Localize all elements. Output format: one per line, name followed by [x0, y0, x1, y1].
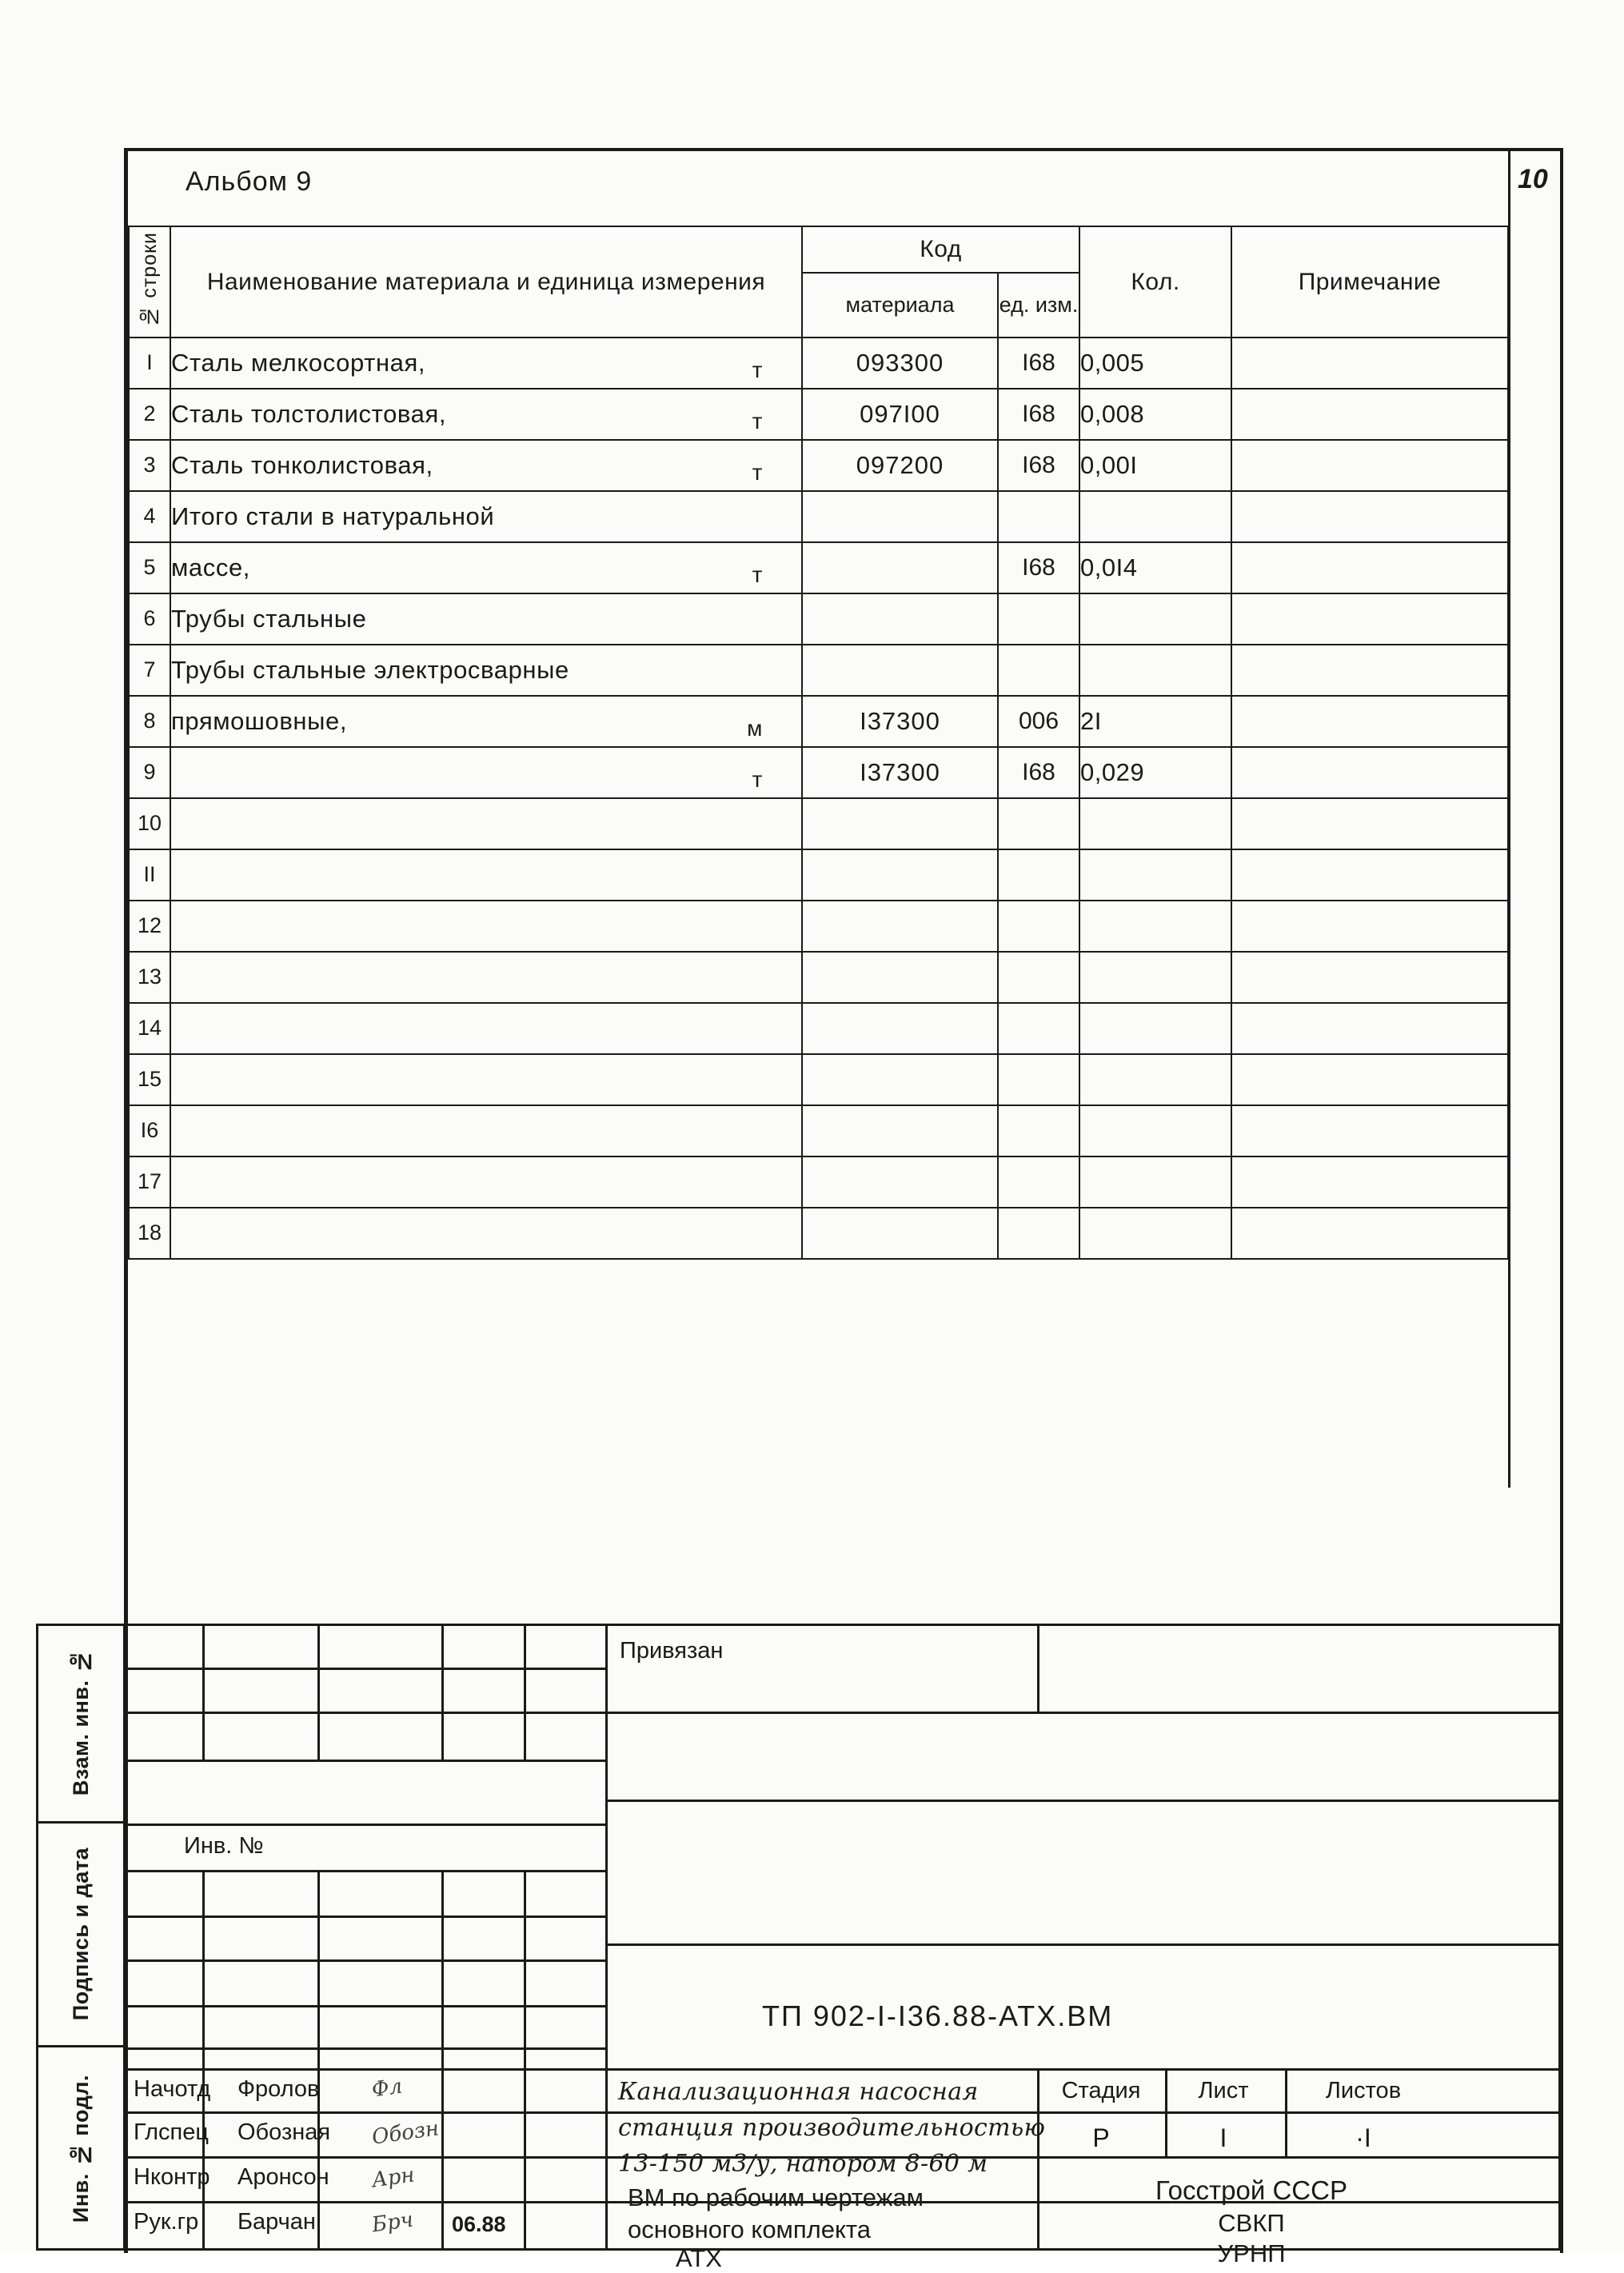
- title-block-side-strip: [36, 1624, 126, 2251]
- cell-code-unit: 006: [998, 696, 1079, 747]
- grid-line-h: [126, 2068, 1561, 2071]
- cell-code-material: I37300: [802, 696, 998, 747]
- row-number: 4: [129, 491, 170, 542]
- signature-3: Брч: [370, 2207, 415, 2238]
- cell-quantity: 0,029: [1079, 747, 1231, 798]
- cell-code-material: [802, 1054, 998, 1105]
- grid-line-v: [1037, 1624, 1039, 1712]
- cell-code-material: [802, 593, 998, 645]
- cell-code-material: I37300: [802, 747, 998, 798]
- grid-line-v: [317, 1624, 320, 1760]
- header-code-material: материала: [802, 273, 998, 337]
- title-block: [36, 1624, 1563, 2272]
- material-name-text: Сталь тонколистовая,: [171, 450, 433, 479]
- header-row-number: [129, 226, 170, 338]
- organization-line-3: УРНП: [1217, 2239, 1286, 2267]
- side-label-inv-podl: [36, 2047, 126, 2251]
- cell-code-material: [802, 1156, 998, 1208]
- sheet-header: Лист: [1198, 2078, 1249, 2103]
- cell-code-material: 097I00: [802, 389, 998, 440]
- cell-material-name: [170, 1105, 802, 1156]
- material-name-text: прямошовные,: [171, 706, 348, 735]
- cell-code-unit: I68: [998, 440, 1079, 491]
- signature-0: Фл: [370, 2074, 405, 2103]
- table-row: [129, 1003, 1508, 1054]
- material-name-text: Трубы стальные электросварные: [171, 655, 569, 684]
- cell-material-name: [170, 338, 802, 389]
- cell-note: [1231, 389, 1508, 440]
- cell-code-unit: I68: [998, 338, 1079, 389]
- grid-line-h: [126, 1668, 605, 1670]
- cell-code-material: 093300: [802, 338, 998, 389]
- table-row: [129, 389, 1508, 440]
- table-body: [129, 338, 1508, 1259]
- cell-code-material: 097200: [802, 440, 998, 491]
- cell-code-unit: [998, 491, 1079, 542]
- cell-quantity: [1079, 1156, 1231, 1208]
- cell-note: [1231, 338, 1508, 389]
- cell-code-unit: [998, 901, 1079, 952]
- header-code-unit: ед. изм.: [998, 273, 1079, 337]
- cell-note: [1231, 593, 1508, 645]
- row-number: II: [129, 849, 170, 901]
- grid-line-h: [126, 1870, 605, 1872]
- cell-material-name: [170, 593, 802, 645]
- grid-line-v: [524, 1870, 526, 2251]
- grid-line-h: [605, 1800, 1561, 1802]
- cell-code-unit: I68: [998, 542, 1079, 593]
- row-number: 18: [129, 1208, 170, 1259]
- table-row: [129, 696, 1508, 747]
- cell-code-material: [802, 645, 998, 696]
- cell-quantity: 0,008: [1079, 389, 1231, 440]
- role-name-0: Фролов: [237, 2076, 320, 2102]
- material-name-text: Итого стали в натуральной: [171, 501, 495, 530]
- header-material-name: Наименование материала и единица измерения: [170, 226, 802, 338]
- cell-quantity: [1079, 849, 1231, 901]
- organization-line-1: Госстрой СССР: [1155, 2175, 1347, 2205]
- cell-material-name: [170, 1156, 802, 1208]
- cell-material-name: [170, 1003, 802, 1054]
- cell-note: [1231, 798, 1508, 849]
- cell-note: [1231, 1054, 1508, 1105]
- cell-code-material: [802, 1003, 998, 1054]
- cell-code-unit: [998, 1156, 1079, 1208]
- row-number: 6: [129, 593, 170, 645]
- cell-material-name: [170, 491, 802, 542]
- cell-material-name: [170, 389, 802, 440]
- material-unit-text: т: [752, 357, 763, 382]
- header-code: Код: [802, 226, 1079, 273]
- side-label-podpis-data-text: Подпись и дата: [68, 1848, 93, 2021]
- header-quantity: Кол.: [1079, 226, 1231, 338]
- row-number: I: [129, 338, 170, 389]
- cell-quantity: [1079, 1003, 1231, 1054]
- cell-note: [1231, 747, 1508, 798]
- cell-code-material: [802, 901, 998, 952]
- cell-code-material: [802, 798, 998, 849]
- cell-code-material: [802, 1105, 998, 1156]
- cell-code-material: [802, 849, 998, 901]
- grid-line-h: [126, 1824, 605, 1826]
- project-title-line-1: Канализационная насосная: [618, 2078, 979, 2106]
- sheets-header: Листов: [1325, 2078, 1402, 2103]
- row-number: 7: [129, 645, 170, 696]
- cell-quantity: [1079, 952, 1231, 1003]
- header-row-number-label: № строки: [138, 232, 161, 328]
- grid-line-v: [1037, 2068, 1039, 2251]
- cell-material-name: [170, 952, 802, 1003]
- cell-quantity: [1079, 1105, 1231, 1156]
- cell-note: [1231, 1208, 1508, 1259]
- role-label-1: Глспец: [134, 2119, 209, 2145]
- cell-note: [1231, 1105, 1508, 1156]
- cell-material-name: [170, 1208, 802, 1259]
- row-number: 2: [129, 389, 170, 440]
- cell-material-name: [170, 542, 802, 593]
- row-number: 5: [129, 542, 170, 593]
- grid-line-h: [126, 2047, 605, 2050]
- project-title-line-3: 13-150 м3/у, напором 8-60 м: [618, 2150, 988, 2178]
- cell-quantity: [1079, 491, 1231, 542]
- row-number: 3: [129, 440, 170, 491]
- table-row: [129, 338, 1508, 389]
- grid-line-h: [126, 1624, 1561, 1626]
- cell-code-unit: [998, 798, 1079, 849]
- cell-quantity: [1079, 1054, 1231, 1105]
- row-number: 13: [129, 952, 170, 1003]
- cell-note: [1231, 1156, 1508, 1208]
- cell-quantity: 0,00I: [1079, 440, 1231, 491]
- cell-material-name: [170, 849, 802, 901]
- cell-note: [1231, 542, 1508, 593]
- material-name-text: Трубы стальные: [171, 604, 367, 633]
- table-row: [129, 901, 1508, 952]
- row-number: I6: [129, 1105, 170, 1156]
- cell-material-name: [170, 747, 802, 798]
- table-row: [129, 1208, 1508, 1259]
- frame-border-top: [124, 148, 1563, 151]
- role-name-3: Барчан: [237, 2209, 316, 2235]
- cell-code-unit: [998, 1105, 1079, 1156]
- cell-note: [1231, 952, 1508, 1003]
- subtitle-line-1: ВМ по рабочим чертежам: [628, 2183, 924, 2211]
- cell-quantity: [1079, 1208, 1231, 1259]
- table-row: [129, 542, 1508, 593]
- material-name-text: Сталь толстолистовая,: [171, 399, 447, 428]
- signature-1: Обозн: [370, 2116, 441, 2150]
- row-number: 9: [129, 747, 170, 798]
- cell-code-material: [802, 542, 998, 593]
- cell-quantity: [1079, 645, 1231, 696]
- material-unit-text: т: [752, 408, 763, 433]
- table-row: [129, 747, 1508, 798]
- cell-code-unit: [998, 1003, 1079, 1054]
- cell-code-material: [802, 1208, 998, 1259]
- grid-line-h: [126, 1760, 605, 1762]
- cell-material-name: [170, 1054, 802, 1105]
- grid-line-h: [126, 1959, 605, 1962]
- cell-code-unit: [998, 1054, 1079, 1105]
- material-unit-text: т: [752, 459, 763, 485]
- materials-table: [128, 226, 1509, 1260]
- grid-line-v: [524, 1624, 526, 1760]
- role-name-2: Аронсон: [237, 2164, 329, 2190]
- row-number: 12: [129, 901, 170, 952]
- signature-2: Арн: [370, 2163, 417, 2193]
- material-unit-text: т: [752, 561, 763, 587]
- side-label-inv-podl-text: Инв. № подл.: [68, 2075, 93, 2223]
- table-row: [129, 645, 1508, 696]
- sheet-value: I: [1219, 2123, 1227, 2152]
- stage-value: Р: [1092, 2123, 1110, 2152]
- grid-line-h: [126, 2005, 605, 2007]
- cell-quantity: [1079, 901, 1231, 952]
- stage-header: Стадия: [1061, 2078, 1141, 2103]
- cell-quantity: 2I: [1079, 696, 1231, 747]
- side-label-vzam-inv-text: Взам. инв. №: [68, 1648, 93, 1796]
- grid-line-v: [202, 1624, 205, 1760]
- cell-note: [1231, 440, 1508, 491]
- organization-line-2: СВКП: [1218, 2209, 1285, 2237]
- grid-line-v: [202, 1870, 205, 2251]
- table-header: [129, 226, 1508, 338]
- cell-code-unit: [998, 849, 1079, 901]
- row-number: 10: [129, 798, 170, 849]
- material-name-text: Сталь мелкосортная,: [171, 348, 426, 377]
- privyazan-label: Привязан: [620, 1638, 724, 1664]
- cell-note: [1231, 696, 1508, 747]
- role-label-3: Рук.гр: [134, 2209, 199, 2235]
- row-number: 15: [129, 1054, 170, 1105]
- subtitle-line-2: основного комплекта: [628, 2215, 871, 2243]
- row-number: 17: [129, 1156, 170, 1208]
- cell-code-unit: I68: [998, 747, 1079, 798]
- subtitle-line-3: АТХ: [676, 2244, 722, 2272]
- table-row: [129, 593, 1508, 645]
- table-row: [129, 1054, 1508, 1105]
- material-name-text: массе,: [171, 553, 251, 581]
- table-row: [129, 849, 1508, 901]
- grid-line-v: [441, 1870, 444, 2251]
- cell-quantity: 0,0I4: [1079, 542, 1231, 593]
- cell-quantity: [1079, 798, 1231, 849]
- album-label: Альбом 9: [186, 166, 313, 197]
- cell-code-unit: [998, 952, 1079, 1003]
- cell-quantity: [1079, 593, 1231, 645]
- signature-date-3: 06.88: [452, 2212, 506, 2236]
- cell-material-name: [170, 440, 802, 491]
- cell-material-name: [170, 696, 802, 747]
- cell-code-unit: I68: [998, 389, 1079, 440]
- grid-line-h: [605, 1943, 1561, 1946]
- role-name-1: Обозная: [237, 2119, 331, 2145]
- role-label-2: Нконтр: [134, 2164, 210, 2190]
- grid-line-h: [126, 1915, 605, 1918]
- grid-line-h: [126, 1712, 1561, 1714]
- grid-line-v: [317, 1870, 320, 2251]
- cell-note: [1231, 849, 1508, 901]
- table-row: [129, 491, 1508, 542]
- page-number: 10: [1518, 164, 1548, 194]
- cell-code-unit: [998, 645, 1079, 696]
- sheets-value: ·I: [1355, 2123, 1371, 2152]
- cell-code-material: [802, 952, 998, 1003]
- cell-note: [1231, 901, 1508, 952]
- table-row: [129, 1156, 1508, 1208]
- cell-note: [1231, 491, 1508, 542]
- grid-line-v: [441, 1624, 444, 1760]
- project-title-line-2: станция производительностью: [618, 2114, 1046, 2142]
- role-label-0: Начотд: [134, 2076, 211, 2102]
- row-number: 14: [129, 1003, 170, 1054]
- table-row: [129, 798, 1508, 849]
- cell-code-unit: [998, 593, 1079, 645]
- cell-note: [1231, 1003, 1508, 1054]
- cell-note: [1231, 645, 1508, 696]
- material-unit-text: м: [747, 715, 763, 741]
- cell-quantity: 0,005: [1079, 338, 1231, 389]
- row-number: 8: [129, 696, 170, 747]
- material-unit-text: т: [752, 766, 763, 792]
- inv-number-label: Инв. №: [184, 1833, 264, 1859]
- cell-material-name: [170, 798, 802, 849]
- cell-code-material: [802, 491, 998, 542]
- table-row: [129, 1105, 1508, 1156]
- cell-code-unit: [998, 1208, 1079, 1259]
- cell-material-name: [170, 645, 802, 696]
- table-row: [129, 440, 1508, 491]
- side-label-podpis-data: [36, 1824, 126, 2047]
- cell-material-name: [170, 901, 802, 952]
- side-label-vzam-inv: [36, 1624, 126, 1824]
- table-row: [129, 952, 1508, 1003]
- header-note: Примечание: [1231, 226, 1508, 338]
- document-code: ТП 902-I-I36.88-АТХ.ВМ: [762, 1999, 1114, 2032]
